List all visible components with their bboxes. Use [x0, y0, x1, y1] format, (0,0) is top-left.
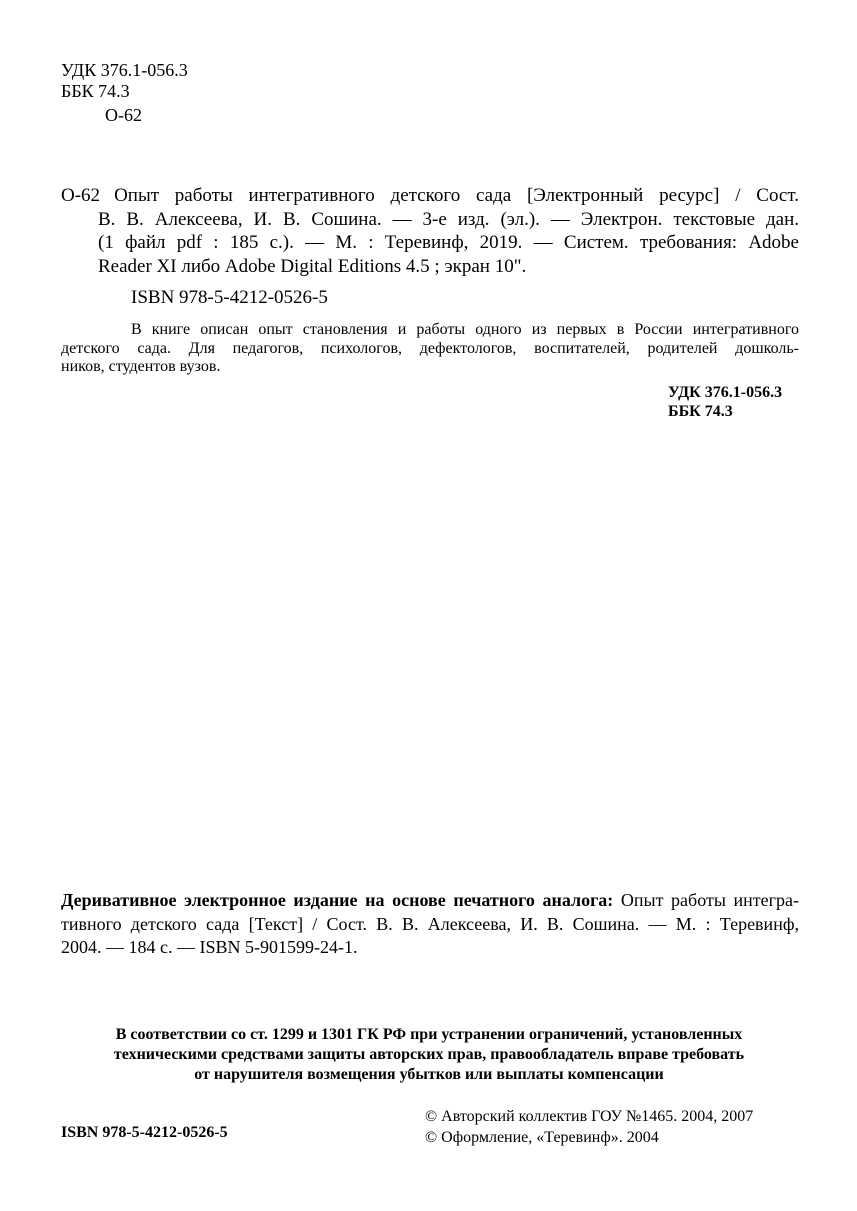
record-isbn: ISBN 978-5-4212-0526-5 — [131, 287, 328, 308]
record-line-1: О-62 Опыт работы интегративного детского сада [Электронный ресурс] / Сост. — [61, 185, 799, 206]
author-sign: О-62 — [105, 105, 142, 125]
legal-line-1: В соответствии со ст. 1299 и 1301 ГК РФ при устранении ограничений, установленных — [115, 1026, 743, 1043]
record-sign: О-62 — [61, 185, 101, 206]
bbk-code-bold: ББК 74.3 — [668, 403, 733, 420]
record-line-2: В. В. Алексеева, И. В. Сошина. — 3-е изд. (эл.). — Электрон. текстовые дан. — [98, 208, 799, 230]
legal-line-3: от нарушителя возмещения убытков или выплаты компенсации — [194, 1066, 664, 1083]
derivative-bold-prefix: Деривативное электронное издание на основе печатного аналога: — [61, 890, 614, 910]
annotation-line-3: ников, студентов вузов. — [61, 358, 221, 375]
record-line-4: Reader XI либо Adobe Digital Editions 4.5 ; экран 10". — [98, 255, 527, 277]
derivative-line-1: Деривативное электронное издание на основе печатного аналога: Опыт работы интегра- — [61, 890, 800, 910]
udk-code-bold: УДК 376.1-056.3 — [668, 384, 783, 401]
copyright-authors: © Авторский коллектив ГОУ №1465. 2004, 2007 — [425, 1108, 754, 1125]
derivative-note — [61, 889, 799, 960]
legal-notice — [58, 1025, 800, 1085]
copyright-design: © Оформление, «Теревинф». 2004 — [425, 1129, 659, 1146]
annotation-line-1: В книге описан опыт становления и работы одного из первых в России интегративного — [131, 321, 799, 338]
annotation-line-2: детского сада. Для педагогов, психологов, дефектологов, воспитателей, родителей дошколь- — [61, 339, 799, 357]
isbn-bottom: ISBN 978-5-4212-0526-5 — [61, 1124, 228, 1141]
legal-line-2: техническими средствами защиты авторских прав, правообладатель вправе требовать — [113, 1046, 745, 1063]
bibliographic-record — [61, 184, 799, 310]
annotation — [61, 321, 799, 377]
derivative-line-3: 2004. — 184 с. — ISBN 5-901599-24-1. — [61, 937, 358, 957]
bbk-code: ББК 74.3 — [61, 81, 130, 101]
udk-code: УДК 376.1-056.3 — [61, 60, 188, 80]
record-line-3: (1 файл pdf : 185 с.). — М. : Теревинф, 2019. — Систем. требования: Adobe — [98, 232, 799, 253]
derivative-line-2: тивного детского сада [Текст] / Сост. В. В. Алексеева, И. В. Сошина. — М. : Теревинф, — [61, 913, 799, 934]
